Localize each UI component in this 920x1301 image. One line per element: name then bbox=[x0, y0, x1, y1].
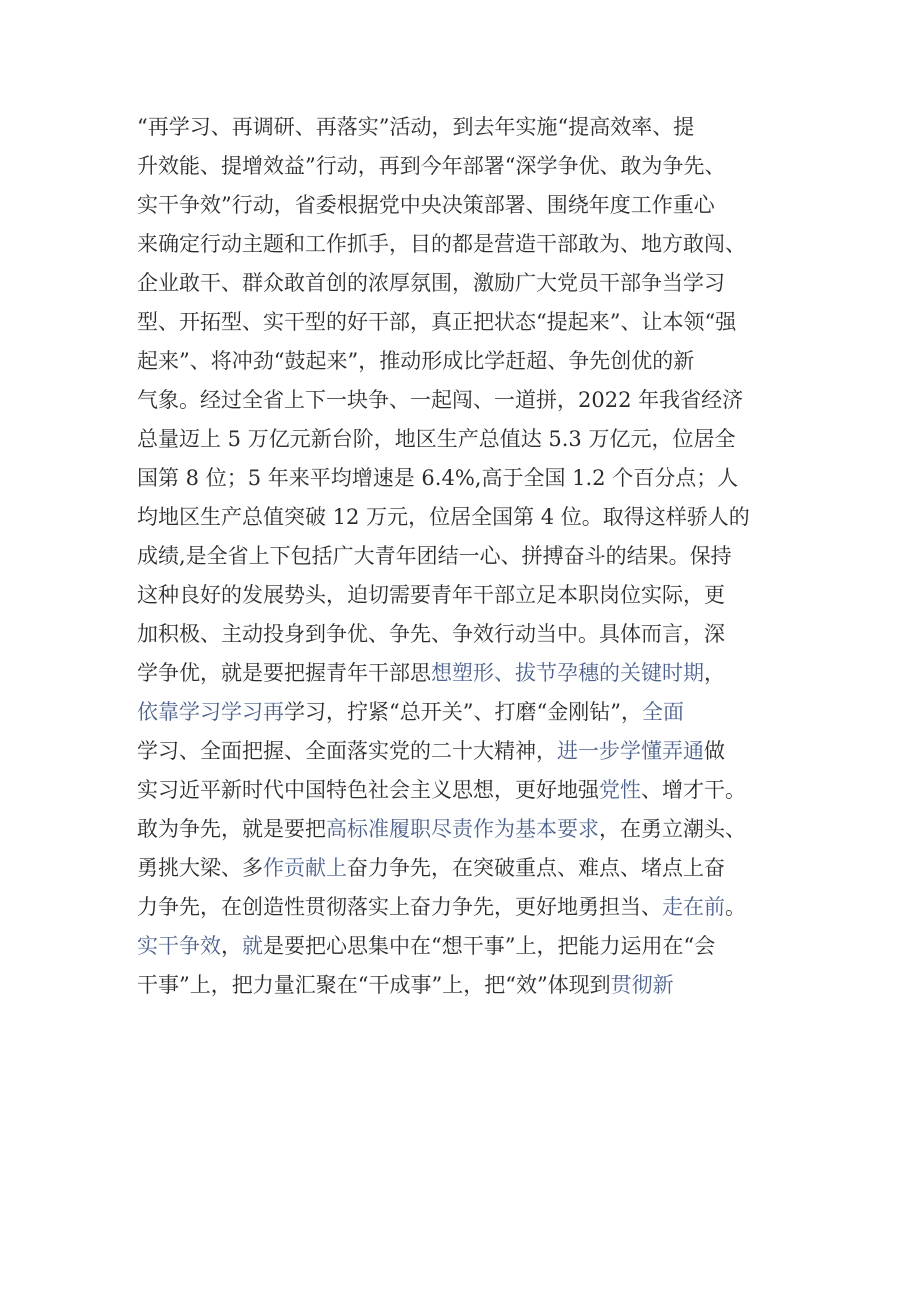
text-segment: 这种良好的发展势头，迫切需要青年干部立足本职岗位实际，更 bbox=[137, 583, 725, 607]
text-line bbox=[137, 498, 807, 537]
text-segment: ，在勇立潮头、 bbox=[599, 817, 746, 841]
highlighted-text: 依靠学习学习再 bbox=[137, 700, 284, 724]
text-segment: ， bbox=[221, 934, 242, 958]
text-segment: 型、开拓型、实干型的好干部，真正把状态“提起来”、让本领“强 bbox=[137, 310, 737, 334]
text-line bbox=[137, 927, 807, 966]
highlighted-text: 实干争效 bbox=[137, 934, 221, 958]
text-line bbox=[137, 771, 807, 810]
text-line bbox=[137, 264, 807, 303]
highlighted-text: 高标准履职尽责作为基本要求 bbox=[326, 817, 599, 841]
text-segment: 来确定行动主题和工作抓手，目的都是营造干部敢为、地方敢闯、 bbox=[137, 232, 746, 256]
text-line bbox=[137, 420, 807, 459]
text-line bbox=[137, 654, 807, 693]
text-line bbox=[137, 342, 807, 381]
text-line bbox=[137, 381, 807, 420]
text-segment: 成绩,是全省上下包括广大青年团结一心、拼搏奋斗的结果。保持 bbox=[137, 544, 732, 568]
body-paragraph bbox=[137, 108, 807, 1005]
text-line bbox=[137, 966, 807, 1005]
text-segment: 力争先，在创造性贯彻落实上奋力争先，更好地勇担当、 bbox=[137, 895, 662, 919]
text-segment: 均地区生产总值突破 12 万元，位居全国第 4 位。取得这样骄人的 bbox=[137, 505, 750, 529]
text-segment: 升效能、提增效益”行动，再到今年部署“深学争优、敢为争先、 bbox=[137, 154, 726, 178]
text-segment: 勇挑大梁、多 bbox=[137, 856, 263, 880]
text-segment: 国第 8 位；5 年来平均增速是 6.4%,高于全国 1.2 个百分点；人 bbox=[137, 466, 739, 490]
highlighted-text: 全面 bbox=[641, 700, 684, 724]
text-line bbox=[137, 888, 807, 927]
highlighted-text: 贯彻新 bbox=[610, 973, 674, 997]
text-segment: 学习、全面把握、全面落实党的二十大精神， bbox=[137, 739, 557, 763]
text-segment: 做 bbox=[704, 739, 725, 763]
text-line bbox=[137, 576, 807, 615]
text-line bbox=[137, 147, 807, 186]
text-segment: 加积极、主动投身到争优、争先、争效行动当中。具体而言，深 bbox=[137, 622, 725, 646]
text-segment: 、增才干。 bbox=[641, 778, 746, 802]
text-segment: 企业敢干、群众敢首创的浓厚氛围，激励广大党员干部争当学习 bbox=[137, 271, 725, 295]
text-segment: 干事”上，把力量汇聚在“干成事”上，把“效”体现到 bbox=[137, 973, 611, 997]
text-segment: 奋力争先，在突破重点、难点、堵点上奋 bbox=[347, 856, 725, 880]
text-segment: 是要把心思集中在“想干事”上，把能力运用在“会 bbox=[263, 934, 716, 958]
text-segment: 实习近平新时代中国特色社会主义思想，更好地强 bbox=[137, 778, 599, 802]
text-segment: 实干争效”行动，省委根据党中央决策部署、围绕年度工作重心 bbox=[137, 193, 715, 217]
text-line bbox=[137, 537, 807, 576]
text-segment: 学习，拧紧“总开关”、打磨“金刚钻”， bbox=[284, 700, 642, 724]
highlighted-text: 党性 bbox=[599, 778, 641, 802]
text-segment: ， bbox=[704, 661, 725, 685]
text-segment: 敢为争先，就是要把 bbox=[137, 817, 326, 841]
text-segment: 起来”、将冲劲“鼓起来”，推动形成比学赶超、争先创优的新 bbox=[137, 349, 695, 373]
text-segment: 。 bbox=[725, 895, 746, 919]
highlighted-text: 进一步学懂弄通 bbox=[557, 739, 704, 763]
text-segment: 气象。经过全省上下一块争、一起闯、一道拼，2022 年我省经济 bbox=[137, 388, 744, 412]
highlighted-text: 就 bbox=[242, 934, 263, 958]
text-segment: 总量迈上 5 万亿元新台阶，地区生产总值达 5.3 万亿元，位居全 bbox=[137, 427, 736, 451]
highlighted-text: 作贡献上 bbox=[263, 856, 347, 880]
text-line bbox=[137, 225, 807, 264]
text-line bbox=[137, 108, 807, 147]
highlighted-text: 想塑形、拔节孕穗的关键时期 bbox=[431, 661, 704, 685]
text-line bbox=[137, 303, 807, 342]
text-line bbox=[137, 186, 807, 225]
highlighted-text: 走在前 bbox=[662, 895, 725, 919]
text-line bbox=[137, 849, 807, 888]
text-line bbox=[137, 459, 807, 498]
text-line bbox=[137, 732, 807, 771]
text-segment: “再学习、再调研、再落实”活动，到去年实施“提高效率、提 bbox=[137, 115, 695, 139]
text-line bbox=[137, 810, 807, 849]
text-line bbox=[137, 615, 807, 654]
text-line bbox=[137, 693, 807, 732]
text-segment: 学争优，就是要把握青年干部思 bbox=[137, 661, 431, 685]
